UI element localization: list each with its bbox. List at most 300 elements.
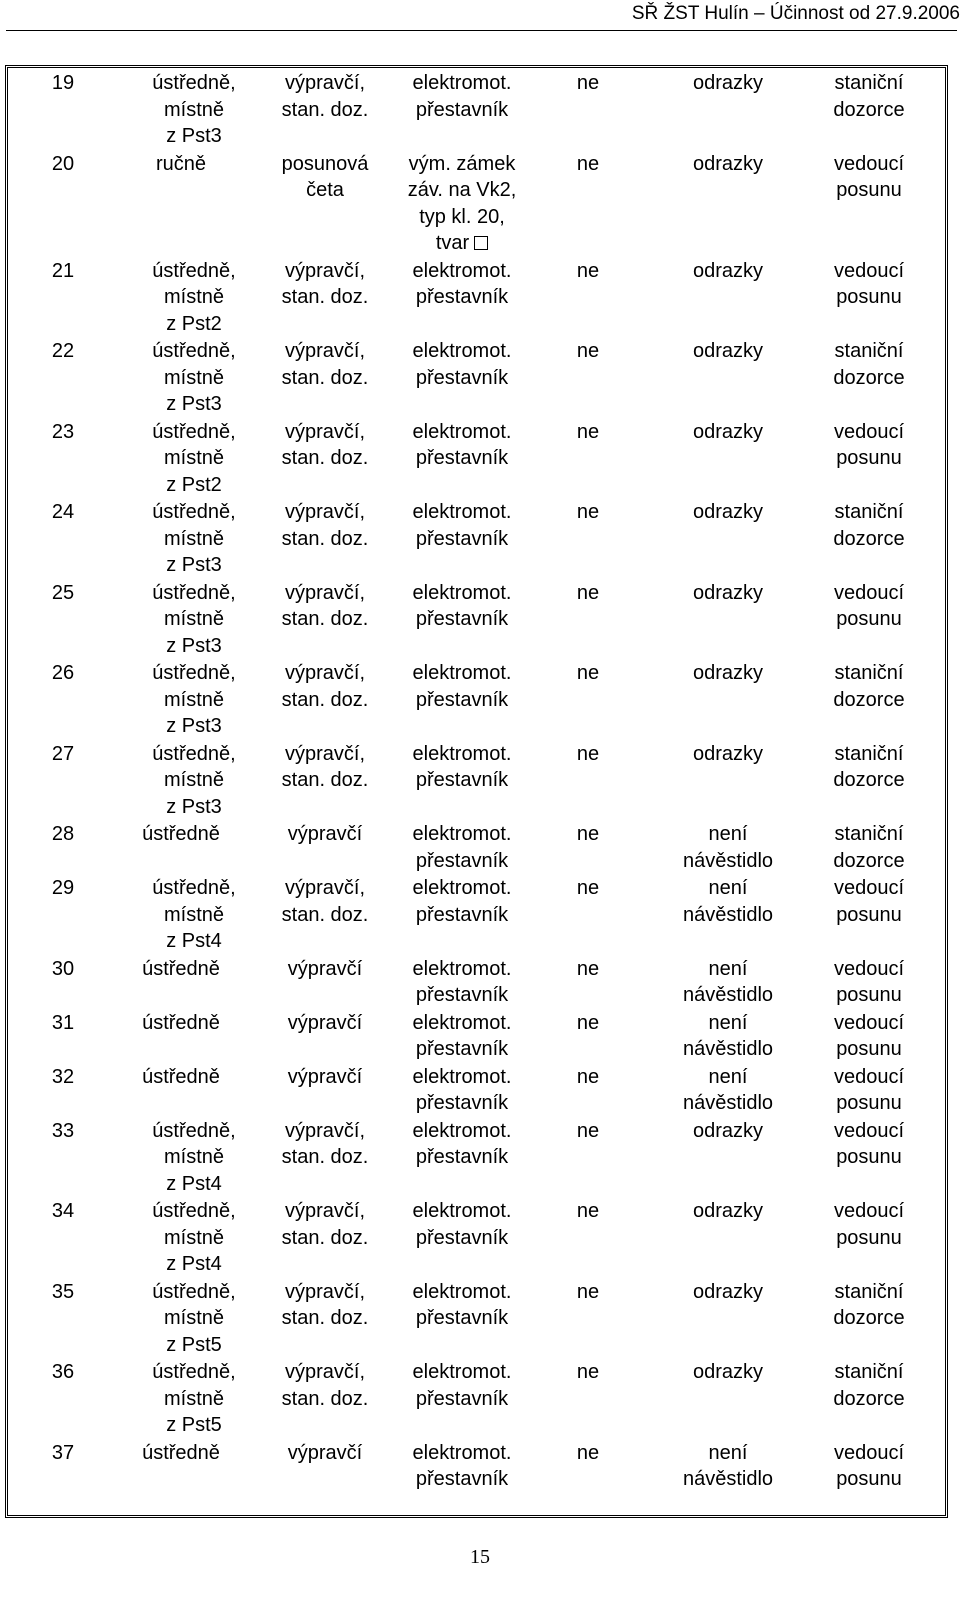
- operator-line: [262, 338, 388, 365]
- interlocking-text: ne: [576, 1011, 600, 1034]
- protection-line: [664, 902, 792, 929]
- device-type: [396, 1118, 528, 1171]
- protection-text: návěstidlo: [682, 1038, 774, 1060]
- device-type: [396, 741, 528, 794]
- device-type-line: [396, 445, 528, 472]
- control-method-text: místně: [163, 608, 225, 630]
- device-type: [396, 956, 528, 1009]
- responsible-person: [814, 580, 924, 633]
- device-type-line: [396, 97, 528, 124]
- control-method-line: [128, 365, 260, 392]
- switch-number-line: [38, 338, 88, 365]
- responsible-person-line: [814, 526, 924, 553]
- interlocking: [560, 1010, 616, 1037]
- control-method-text: z Pst5: [166, 1414, 222, 1436]
- responsible-person-line: [814, 1144, 924, 1171]
- responsible-person-line: [814, 97, 924, 124]
- switch-number: [38, 1198, 88, 1225]
- control-method-line: [128, 928, 260, 955]
- operator-line: [262, 419, 388, 446]
- switch-number: [38, 875, 88, 902]
- operator-text: stan. doz.: [281, 286, 369, 308]
- interlocking-line: [560, 419, 616, 446]
- switch-number-text: 33: [51, 1119, 75, 1142]
- protection-line: [664, 1466, 792, 1493]
- switch-number-text: 34: [51, 1200, 75, 1222]
- device-type: [396, 1010, 528, 1063]
- protection-text: návěstidlo: [682, 1468, 774, 1490]
- interlocking: [560, 821, 616, 848]
- operator-text: stan. doz.: [281, 98, 369, 121]
- control-method: [128, 70, 260, 150]
- interlocking: [560, 741, 616, 768]
- operator-line: [232, 1440, 418, 1467]
- device-type-line: [396, 821, 528, 848]
- operator-text: stan. doz.: [281, 447, 369, 469]
- device-type-line: [396, 1386, 528, 1413]
- control-method-text: místně: [163, 1226, 225, 1249]
- control-method-line: [128, 633, 260, 660]
- responsible-person-text: vedoucí: [833, 152, 905, 175]
- device-type-line: [396, 526, 528, 553]
- operator: [232, 956, 418, 983]
- responsible-person-text: dozorce: [833, 1307, 905, 1329]
- device-type-line: [396, 230, 528, 257]
- responsible-person-text: dozorce: [833, 98, 905, 121]
- responsible-person-text: dozorce: [833, 688, 905, 711]
- control-method-text: místně: [163, 98, 225, 121]
- operator-text: výpravčí,: [284, 1200, 366, 1222]
- switch-number: [38, 499, 88, 526]
- responsible-person-text: vedoucí: [833, 957, 905, 980]
- operator-line: [262, 177, 388, 204]
- control-method-line: [128, 445, 260, 472]
- interlocking-line: [560, 1118, 616, 1145]
- operator-text: stan. doz.: [281, 1307, 369, 1329]
- control-method-text: z Pst3: [166, 554, 222, 576]
- protection-line: [664, 258, 792, 285]
- control-method-text: ústředně,: [152, 340, 236, 362]
- responsible-person-line: [814, 151, 924, 178]
- control-method: [128, 1198, 260, 1278]
- interlocking-line: [560, 1440, 616, 1467]
- control-method: [128, 419, 260, 499]
- responsible-person-line: [814, 338, 924, 365]
- operator-line: [262, 499, 388, 526]
- interlocking-text: ne: [576, 957, 600, 980]
- operator-text: výpravčí,: [284, 340, 366, 362]
- device-type-text: elektromot.: [412, 1280, 512, 1303]
- switch-number-text: 21: [51, 259, 75, 282]
- protection-text: odrazky: [692, 581, 764, 604]
- protection-text: odrazky: [692, 1280, 764, 1303]
- control-method-line: [128, 338, 260, 365]
- device-type: [396, 70, 528, 123]
- switch-number-text: 35: [51, 1280, 75, 1303]
- device-type-line: [396, 1064, 528, 1091]
- protection-line: [664, 499, 792, 526]
- operator-line: [262, 526, 388, 553]
- operator: [262, 258, 388, 311]
- operator-text: stan. doz.: [281, 1146, 369, 1168]
- protection-text: není: [708, 823, 748, 845]
- control-method-line: [128, 1305, 260, 1332]
- interlocking: [560, 1279, 616, 1306]
- control-method-line: [128, 258, 260, 285]
- device-type-text: elektromot.: [412, 1011, 512, 1034]
- protection-line: [664, 1359, 792, 1386]
- responsible-person-line: [814, 1466, 924, 1493]
- control-method-line: [128, 70, 260, 97]
- interlocking-line: [560, 1279, 616, 1306]
- operator-text: výpravčí: [287, 1441, 363, 1464]
- protection-line: [664, 1279, 792, 1306]
- responsible-person: [814, 70, 924, 123]
- device-type: [396, 1440, 528, 1493]
- switch-number-line: [38, 580, 88, 607]
- interlocking-line: [560, 1198, 616, 1225]
- device-type: [396, 419, 528, 472]
- device-type: [396, 1198, 528, 1251]
- protection-text: návěstidlo: [682, 984, 774, 1006]
- responsible-person-line: [814, 1090, 924, 1117]
- control-method-text: z Pst3: [166, 634, 222, 657]
- control-method-line: [128, 552, 260, 579]
- interlocking: [560, 1440, 616, 1467]
- responsible-person-line: [814, 875, 924, 902]
- responsible-person: [814, 821, 924, 874]
- device-type: [396, 338, 528, 391]
- protection-line: [664, 1090, 792, 1117]
- operator-text: posunová: [281, 152, 369, 175]
- operator-line: [262, 1305, 388, 1332]
- protection-line: [664, 419, 792, 446]
- operator-text: stan. doz.: [281, 688, 369, 711]
- interlocking-line: [560, 338, 616, 365]
- interlocking: [560, 499, 616, 526]
- device-type-text: přestavník: [415, 286, 509, 308]
- operator-line: [262, 151, 388, 178]
- responsible-person: [814, 1359, 924, 1412]
- device-type-text: elektromot.: [412, 1065, 512, 1088]
- control-method-line: [128, 580, 260, 607]
- operator-line: [262, 1386, 388, 1413]
- device-type-line: [396, 741, 528, 768]
- responsible-person: [814, 1010, 924, 1063]
- switch-number-text: 23: [51, 420, 75, 443]
- switch-number-text: 22: [51, 340, 75, 362]
- control-method-text: místně: [163, 1146, 225, 1168]
- protection-text: odrazky: [692, 72, 764, 94]
- device-type: [396, 580, 528, 633]
- interlocking-line: [560, 258, 616, 285]
- responsible-person-line: [814, 767, 924, 794]
- switch-number-text: 19: [51, 72, 75, 94]
- protection-text: odrazky: [692, 742, 764, 765]
- switch-number-line: [38, 1064, 88, 1091]
- control-method: [128, 499, 260, 579]
- responsible-person-text: dozorce: [833, 527, 905, 550]
- control-method-line: [128, 1171, 260, 1198]
- protection: [664, 151, 792, 178]
- control-method: [128, 1359, 260, 1439]
- interlocking-line: [560, 956, 616, 983]
- operator-line: [262, 741, 388, 768]
- control-method: [128, 1118, 260, 1198]
- responsible-person-line: [814, 956, 924, 983]
- control-method-line: [128, 526, 260, 553]
- operator-text: stan. doz.: [281, 1387, 369, 1410]
- control-method-line: [128, 1251, 260, 1278]
- protection: [664, 660, 792, 687]
- protection: [664, 338, 792, 365]
- device-type-line: [396, 848, 528, 875]
- switch-number-line: [38, 499, 88, 526]
- device-type-text: záv. na Vk2,: [407, 179, 517, 201]
- switch-number-text: 37: [51, 1441, 75, 1464]
- responsible-person-line: [814, 606, 924, 633]
- control-method-text: z Pst3: [166, 715, 222, 737]
- control-method-line: [128, 1359, 260, 1386]
- protection-text: návěstidlo: [682, 903, 774, 926]
- control-method-text: místně: [163, 527, 225, 550]
- switch-number-line: [38, 1279, 88, 1306]
- switch-number: [38, 660, 88, 687]
- interlocking-line: [560, 1010, 616, 1037]
- protection-line: [664, 1064, 792, 1091]
- device-type-line: [396, 70, 528, 97]
- protection-line: [664, 956, 792, 983]
- protection-line: [664, 1010, 792, 1037]
- device-type-line: [396, 956, 528, 983]
- control-method: [128, 1279, 260, 1359]
- device-type-line: [396, 338, 528, 365]
- device-type-line: [396, 1090, 528, 1117]
- operator-text: výpravčí,: [284, 1280, 366, 1303]
- interlocking-text: ne: [576, 72, 600, 94]
- protection: [664, 1198, 792, 1225]
- device-type-text: přestavník: [415, 688, 509, 711]
- control-method-line: [128, 123, 260, 150]
- responsible-person-text: vedoucí: [833, 1200, 905, 1222]
- responsible-person: [814, 338, 924, 391]
- device-type-line: [396, 151, 528, 178]
- device-type-line: [396, 687, 528, 714]
- operator: [232, 1064, 418, 1091]
- protection-line: [664, 1198, 792, 1225]
- control-method-text: ústředně,: [152, 420, 236, 443]
- protection-text: odrazky: [692, 501, 764, 523]
- responsible-person: [814, 1279, 924, 1332]
- responsible-person-line: [814, 1279, 924, 1306]
- responsible-person-text: dozorce: [833, 849, 905, 872]
- device-type-text: vým. zámek: [408, 152, 516, 175]
- control-method: [88, 151, 274, 178]
- interlocking: [560, 258, 616, 285]
- device-type-text: elektromot.: [412, 957, 512, 980]
- switch-number: [38, 1359, 88, 1386]
- protection: [664, 1118, 792, 1145]
- responsible-person: [814, 151, 924, 204]
- operator: [262, 580, 388, 633]
- interlocking-text: ne: [576, 823, 600, 845]
- operator-text: výpravčí,: [284, 742, 366, 765]
- device-type-line: [396, 580, 528, 607]
- operator-line: [232, 821, 418, 848]
- operator: [262, 1279, 388, 1332]
- responsible-person-text: vedoucí: [833, 1011, 905, 1034]
- operator-line: [262, 1359, 388, 1386]
- protection: [664, 419, 792, 446]
- control-method-line: [128, 902, 260, 929]
- responsible-person-line: [814, 258, 924, 285]
- device-type-line: [396, 419, 528, 446]
- protection: [664, 580, 792, 607]
- responsible-person-line: [814, 1386, 924, 1413]
- protection: [664, 258, 792, 285]
- control-method-line: [128, 1225, 260, 1252]
- interlocking-text: ne: [576, 420, 600, 443]
- control-method-line: [128, 419, 260, 446]
- operator-line: [262, 1118, 388, 1145]
- responsible-person: [814, 741, 924, 794]
- interlocking-text: ne: [576, 501, 600, 523]
- control-method-text: ústředně: [142, 823, 220, 845]
- control-method-text: ústředně,: [152, 259, 236, 282]
- device-type-text: elektromot.: [412, 340, 512, 362]
- interlocking: [560, 875, 616, 902]
- responsible-person-text: vedoucí: [833, 1119, 905, 1142]
- responsible-person-text: staniční: [834, 340, 904, 362]
- responsible-person-text: posunu: [836, 984, 902, 1006]
- interlocking-text: ne: [576, 1361, 600, 1383]
- control-method-text: z Pst2: [166, 473, 222, 496]
- device-type-text: přestavník: [415, 527, 509, 550]
- protection: [664, 875, 792, 928]
- operator: [262, 1118, 388, 1171]
- operator-line: [262, 1225, 388, 1252]
- protection: [664, 70, 792, 97]
- protection-line: [664, 580, 792, 607]
- control-method-text: ústředně,: [152, 877, 236, 899]
- control-method-text: z Pst3: [166, 125, 222, 147]
- operator-text: stan. doz.: [281, 608, 369, 630]
- control-method: [128, 875, 260, 955]
- responsible-person-line: [814, 1198, 924, 1225]
- responsible-person-text: posunu: [836, 1092, 902, 1114]
- device-type-line: [396, 1305, 528, 1332]
- protection-text: odrazky: [692, 1119, 764, 1142]
- responsible-person: [814, 499, 924, 552]
- switch-number-line: [38, 151, 88, 178]
- responsible-person: [814, 660, 924, 713]
- switch-number: [38, 338, 88, 365]
- device-type-line: [396, 875, 528, 902]
- interlocking-line: [560, 741, 616, 768]
- operator-line: [262, 1144, 388, 1171]
- interlocking-text: ne: [576, 152, 600, 175]
- operator: [232, 1010, 418, 1037]
- control-method-line: [128, 391, 260, 418]
- control-method-text: místně: [163, 769, 225, 791]
- responsible-person-line: [814, 982, 924, 1009]
- responsible-person-line: [814, 1036, 924, 1063]
- interlocking: [560, 1064, 616, 1091]
- protection-text: odrazky: [692, 340, 764, 362]
- operator: [262, 875, 388, 928]
- interlocking-text: ne: [576, 581, 600, 604]
- operator: [262, 1198, 388, 1251]
- interlocking-text: ne: [576, 877, 600, 899]
- operator-text: výpravčí: [287, 1011, 363, 1034]
- responsible-person-line: [814, 580, 924, 607]
- protection: [664, 1010, 792, 1063]
- control-method-text: ústředně: [142, 1441, 220, 1464]
- device-type-line: [396, 606, 528, 633]
- operator: [262, 660, 388, 713]
- operator: [232, 1440, 418, 1467]
- operator: [262, 419, 388, 472]
- control-method-line: [128, 499, 260, 526]
- switch-number-line: [38, 741, 88, 768]
- operator-line: [262, 875, 388, 902]
- operator-line: [262, 902, 388, 929]
- operator: [262, 499, 388, 552]
- switch-number-line: [38, 1440, 88, 1467]
- operator-text: stan. doz.: [281, 366, 369, 389]
- control-method-text: z Pst4: [166, 1172, 222, 1195]
- control-method-text: ústředně,: [152, 1200, 236, 1222]
- interlocking: [560, 1118, 616, 1145]
- operator-line: [262, 767, 388, 794]
- device-type-text: elektromot.: [412, 662, 512, 684]
- interlocking-text: ne: [576, 1119, 600, 1142]
- control-method-line: [128, 687, 260, 714]
- switch-number: [38, 956, 88, 983]
- page-number: 15: [470, 1546, 490, 1568]
- switch-number: [38, 1279, 88, 1306]
- device-type-text: přestavník: [415, 984, 509, 1006]
- responsible-person-line: [814, 1010, 924, 1037]
- interlocking-line: [560, 1064, 616, 1091]
- operator: [262, 338, 388, 391]
- responsible-person-line: [814, 660, 924, 687]
- control-method-text: místně: [163, 447, 225, 469]
- switch-number-text: 24: [51, 501, 75, 523]
- device-type-text: tvar: [435, 232, 470, 254]
- control-method-line: [128, 741, 260, 768]
- responsible-person-text: posunu: [836, 286, 902, 308]
- device-type: [396, 1279, 528, 1332]
- device-type-line: [396, 177, 528, 204]
- responsible-person: [814, 419, 924, 472]
- switch-number-line: [38, 956, 88, 983]
- interlocking-line: [560, 875, 616, 902]
- device-type-text: přestavník: [415, 849, 509, 872]
- device-type: [396, 258, 528, 311]
- protection-line: [664, 660, 792, 687]
- control-method-text: z Pst4: [166, 1253, 222, 1275]
- protection-text: návěstidlo: [682, 849, 774, 872]
- operator-line: [262, 258, 388, 285]
- switch-number-line: [38, 1198, 88, 1225]
- control-method-text: ústředně: [142, 1011, 220, 1034]
- device-type-text: přestavník: [415, 1468, 509, 1490]
- device-type-text: přestavník: [415, 1146, 509, 1168]
- responsible-person-line: [814, 499, 924, 526]
- responsible-person-line: [814, 284, 924, 311]
- responsible-person-text: posunu: [836, 1146, 902, 1168]
